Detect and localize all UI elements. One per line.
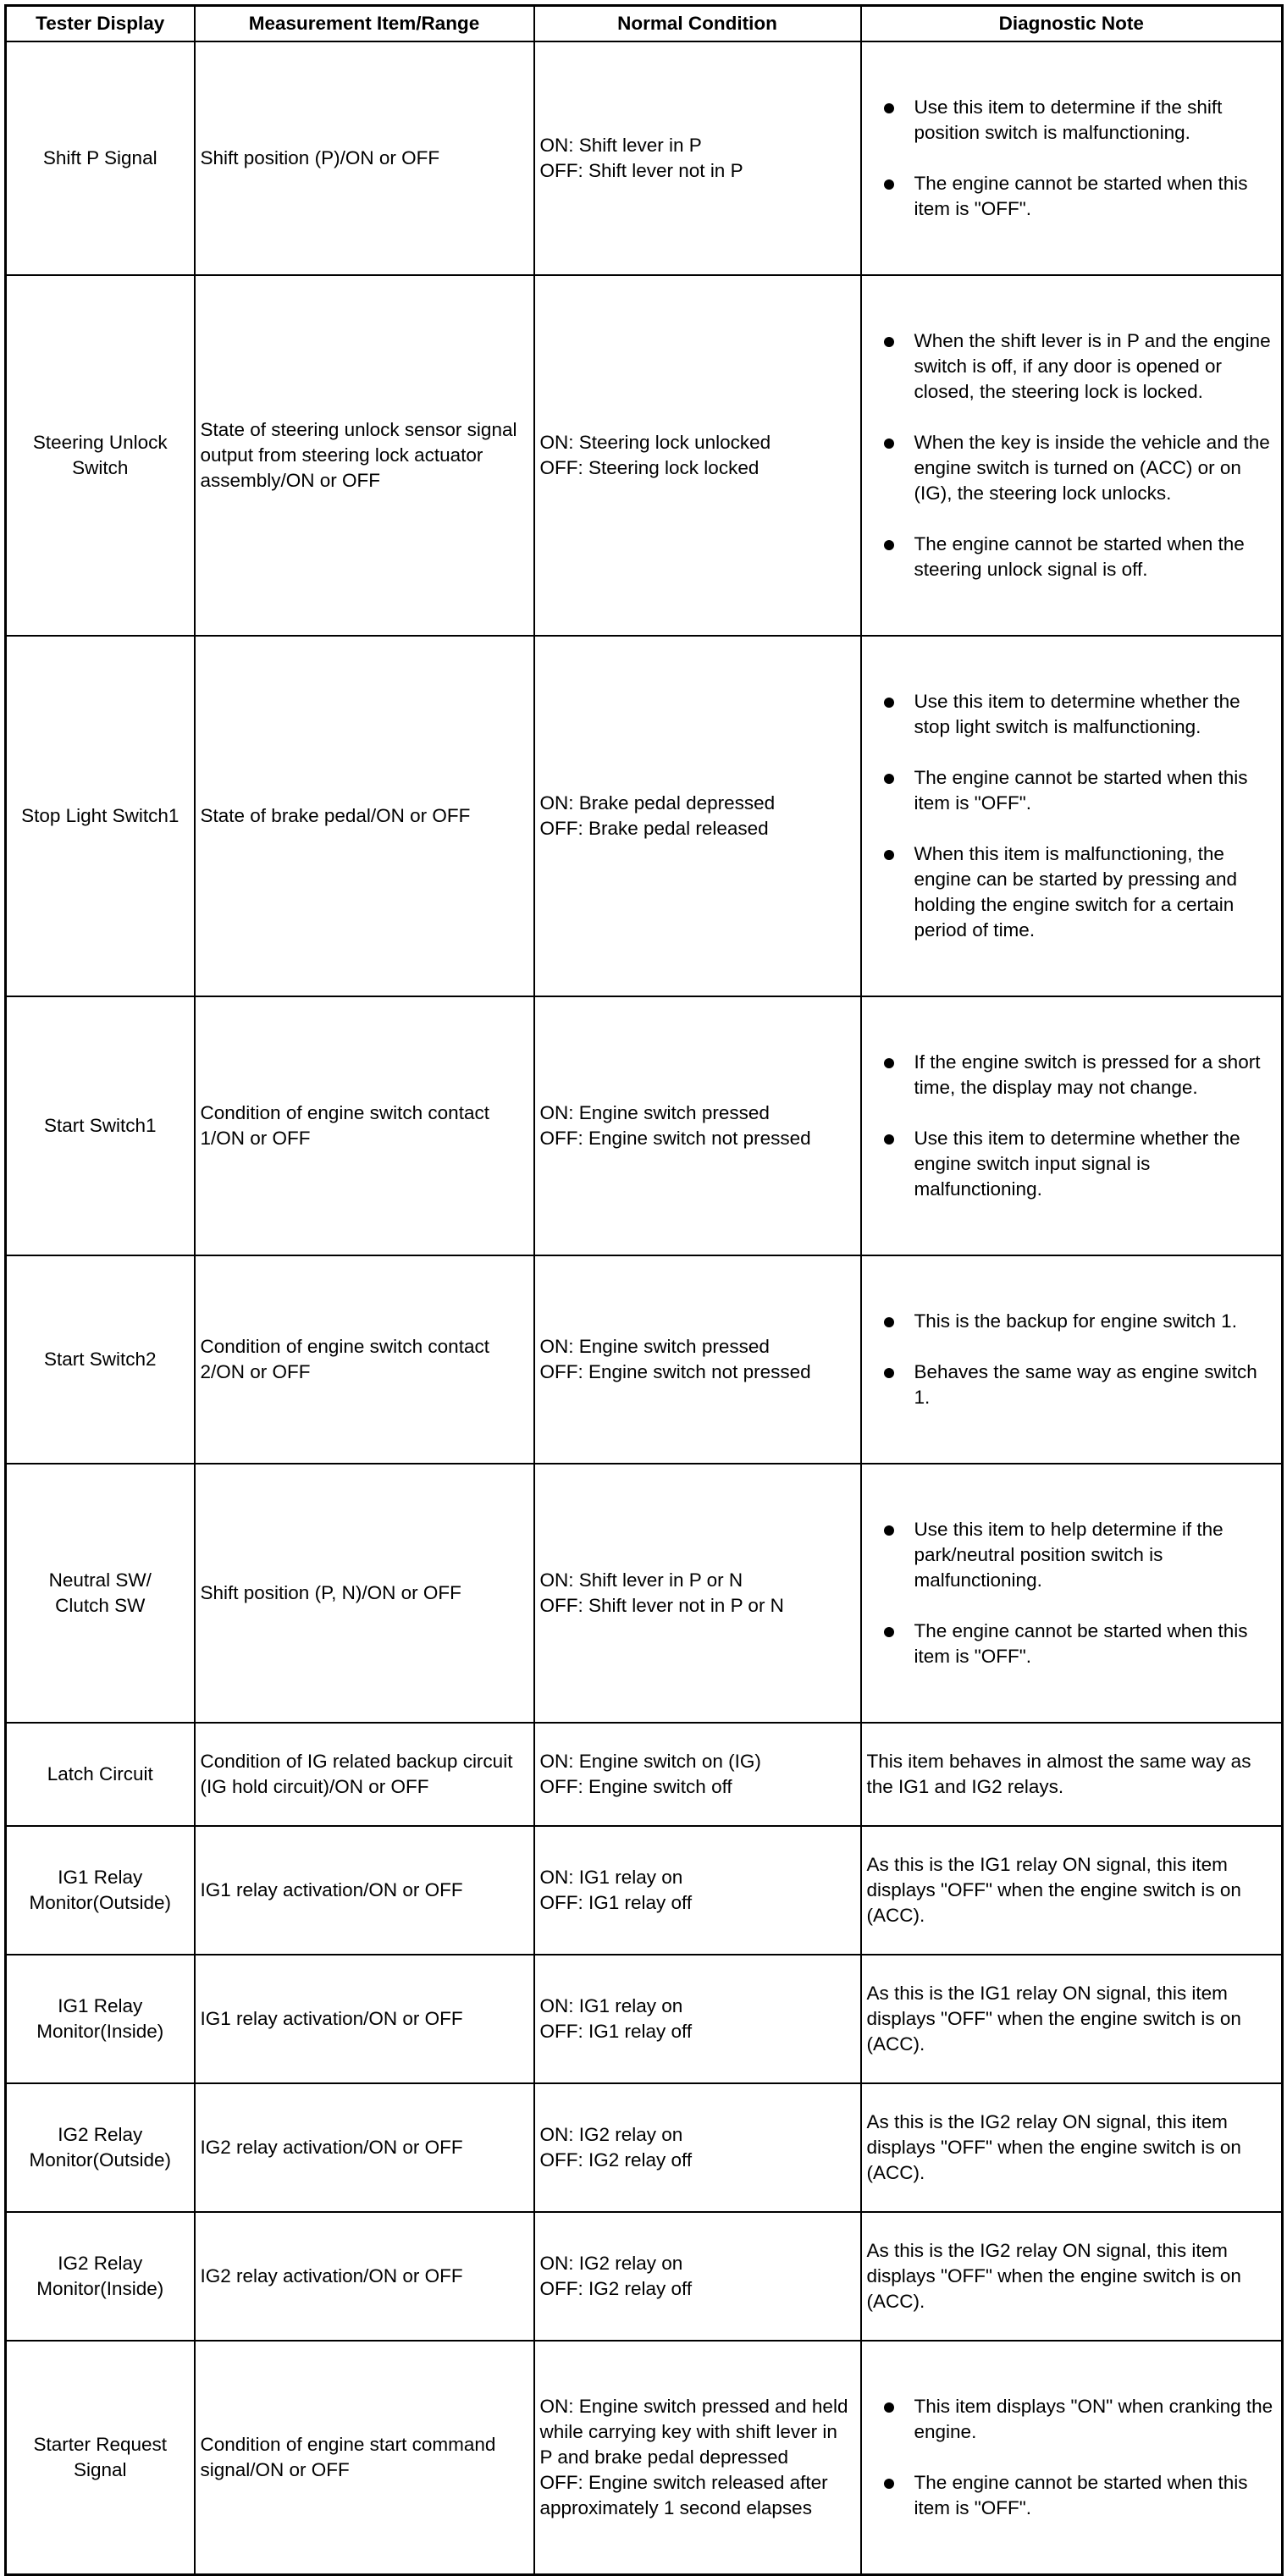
diagnostic-note-cell [861, 996, 1283, 1255]
measurement-item-cell: Condition of engine switch contact 2/ON or OFF [195, 1255, 534, 1464]
table-row [6, 2212, 1283, 2341]
normal-condition-cell: ON: Shift lever in P OFF: Shift lever not in P [534, 41, 861, 275]
normal-condition-cell: ON: Engine switch pressed OFF: Engine switch not pressed [534, 996, 861, 1255]
measurement-item-cell: Condition of engine switch contact 1/ON or OFF [195, 996, 534, 1255]
normal-condition-cell: ON: Engine switch on (IG) OFF: Engine switch off [534, 1723, 861, 1826]
header-tester-display: Tester Display [6, 6, 195, 42]
measurement-item-cell: Shift position (P)/ON or OFF [195, 41, 534, 275]
note-bullet: The engine cannot be started when the steering unlock signal is off. [867, 532, 1277, 582]
table-row [6, 1464, 1283, 1723]
note-bullet: When this item is malfunctioning, the engine can be started by pressing and holding the engine switch for a certain period of time. [867, 841, 1277, 943]
diagnostic-note-cell [861, 1464, 1283, 1723]
note-text: As this is the IG2 relay ON signal, this item displays "OFF" when the engine switch is on (ACC). [866, 2240, 1241, 2312]
header-diagnostic-note: Diagnostic Note [861, 6, 1283, 42]
normal-condition-cell: ON: IG1 relay on OFF: IG1 relay off [534, 1955, 861, 2083]
table-row [6, 1723, 1283, 1826]
normal-condition-cell: ON: Brake pedal depressed OFF: Brake pedal released [534, 636, 861, 996]
note-text: As this is the IG2 relay ON signal, this item displays "OFF" when the engine switch is on (ACC). [866, 2111, 1241, 2183]
table-header-row [6, 6, 1283, 42]
note-bullet: The engine cannot be started when this item is "OFF". [867, 765, 1277, 816]
note-bullet: The engine cannot be started when this item is "OFF". [867, 2470, 1277, 2521]
diagnostic-note-cell [861, 2212, 1283, 2341]
diagnostic-note-cell [861, 1955, 1283, 2083]
normal-condition-cell: ON: Shift lever in P or N OFF: Shift lever not in P or N [534, 1464, 861, 1723]
table-row [6, 275, 1283, 636]
note-list [867, 1490, 1277, 1696]
note-bullet: Behaves the same way as engine switch 1. [867, 1360, 1277, 1410]
note-bullet: The engine cannot be started when this item is "OFF". [867, 1619, 1277, 1669]
note-text: This item behaves in almost the same way as the IG1 and IG2 relays. [866, 1751, 1251, 1797]
normal-condition-cell: ON: Engine switch pressed OFF: Engine switch not pressed [534, 1255, 861, 1464]
tester-display-cell: Start Switch1 [6, 996, 195, 1255]
measurement-item-cell: Shift position (P, N)/ON or OFF [195, 1464, 534, 1723]
measurement-item-cell: Condition of engine start command signal/ON or OFF [195, 2341, 534, 2575]
table-row [6, 1826, 1283, 1955]
measurement-item-cell: IG1 relay activation/ON or OFF [195, 1826, 534, 1955]
normal-condition-cell: ON: IG2 relay on OFF: IG2 relay off [534, 2212, 861, 2341]
table-row [6, 1255, 1283, 1464]
table-row [6, 1955, 1283, 2083]
tester-display-cell: IG2 Relay Monitor(Outside) [6, 2083, 195, 2212]
note-list [867, 1023, 1277, 1229]
header-measurement-item: Measurement Item/Range [195, 6, 534, 42]
measurement-item-cell: State of brake pedal/ON or OFF [195, 636, 534, 996]
diagnostic-note-cell [861, 1255, 1283, 1464]
diagnostic-note-cell [861, 2083, 1283, 2212]
note-text: As this is the IG1 relay ON signal, this item displays "OFF" when the engine switch is on (ACC). [866, 1854, 1241, 1926]
note-bullet: This is the backup for engine switch 1. [867, 1309, 1277, 1334]
tester-display-cell: IG1 Relay Monitor(Inside) [6, 1955, 195, 2083]
table-row [6, 636, 1283, 996]
tester-display-cell: IG2 Relay Monitor(Inside) [6, 2212, 195, 2341]
note-bullet: Use this item to determine if the shift position switch is malfunctioning. [867, 95, 1277, 146]
tester-display-cell: Stop Light Switch1 [6, 636, 195, 996]
normal-condition-cell: ON: IG1 relay on OFF: IG1 relay off [534, 1826, 861, 1955]
measurement-item-cell: State of steering unlock sensor signal output from steering lock actuator assembly/ON or OFF [195, 275, 534, 636]
tester-display-cell: Neutral SW/ Clutch SW [6, 1464, 195, 1723]
measurement-item-cell: IG1 relay activation/ON or OFF [195, 1955, 534, 2083]
tester-display-cell: Starter Request Signal [6, 2341, 195, 2575]
note-bullet: The engine cannot be started when this item is "OFF". [867, 171, 1277, 222]
diagnostic-note-cell [861, 1723, 1283, 1826]
tester-display-cell: IG1 Relay Monitor(Outside) [6, 1826, 195, 1955]
normal-condition-cell: ON: IG2 relay on OFF: IG2 relay off [534, 2083, 861, 2212]
diagnostic-note-cell [861, 275, 1283, 636]
diagnostic-note-cell [861, 41, 1283, 275]
measurement-item-cell: IG2 relay activation/ON or OFF [195, 2083, 534, 2212]
tester-display-cell: Latch Circuit [6, 1723, 195, 1826]
tester-display-cell: Shift P Signal [6, 41, 195, 275]
note-list [867, 301, 1277, 610]
note-bullet: Use this item to determine whether the stop light switch is malfunctioning. [867, 689, 1277, 740]
note-bullet: This item displays "ON" when cranking the engine. [867, 2394, 1277, 2445]
note-list [867, 662, 1277, 970]
note-list [867, 2367, 1277, 2548]
normal-condition-cell: ON: Steering lock unlocked OFF: Steering lock locked [534, 275, 861, 636]
note-list [867, 68, 1277, 249]
note-bullet: When the key is inside the vehicle and the engine switch is turned on (ACC) or on (IG), the steering lock unlocks. [867, 430, 1277, 506]
note-bullet: If the engine switch is pressed for a short time, the display may not change. [867, 1050, 1277, 1100]
note-list [867, 1282, 1277, 1437]
tester-display-cell: Start Switch2 [6, 1255, 195, 1464]
tester-data-table [4, 4, 1284, 2576]
note-bullet: When the shift lever is in P and the engine switch is off, if any door is opened or closed, the steering lock is locked. [867, 328, 1277, 405]
table-row [6, 2341, 1283, 2575]
diagnostic-note-cell [861, 1826, 1283, 1955]
header-normal-condition: Normal Condition [534, 6, 861, 42]
note-bullet: Use this item to determine whether the engine switch input signal is malfunctioning. [867, 1126, 1277, 1202]
table-row [6, 2083, 1283, 2212]
table-row [6, 996, 1283, 1255]
note-text: As this is the IG1 relay ON signal, this item displays "OFF" when the engine switch is on (ACC). [866, 1983, 1241, 2055]
diagnostic-note-cell [861, 636, 1283, 996]
measurement-item-cell: Condition of IG related backup circuit (IG hold circuit)/ON or OFF [195, 1723, 534, 1826]
table-row [6, 41, 1283, 275]
normal-condition-cell: ON: Engine switch pressed and held while carrying key with shift lever in P and brake pedal depressed OFF: Engine switch released after approximately 1 second elapses [534, 2341, 861, 2575]
measurement-item-cell: IG2 relay activation/ON or OFF [195, 2212, 534, 2341]
tester-display-cell: Steering Unlock Switch [6, 275, 195, 636]
note-bullet: Use this item to help determine if the park/neutral position switch is malfunctioning. [867, 1517, 1277, 1593]
diagnostic-note-cell [861, 2341, 1283, 2575]
